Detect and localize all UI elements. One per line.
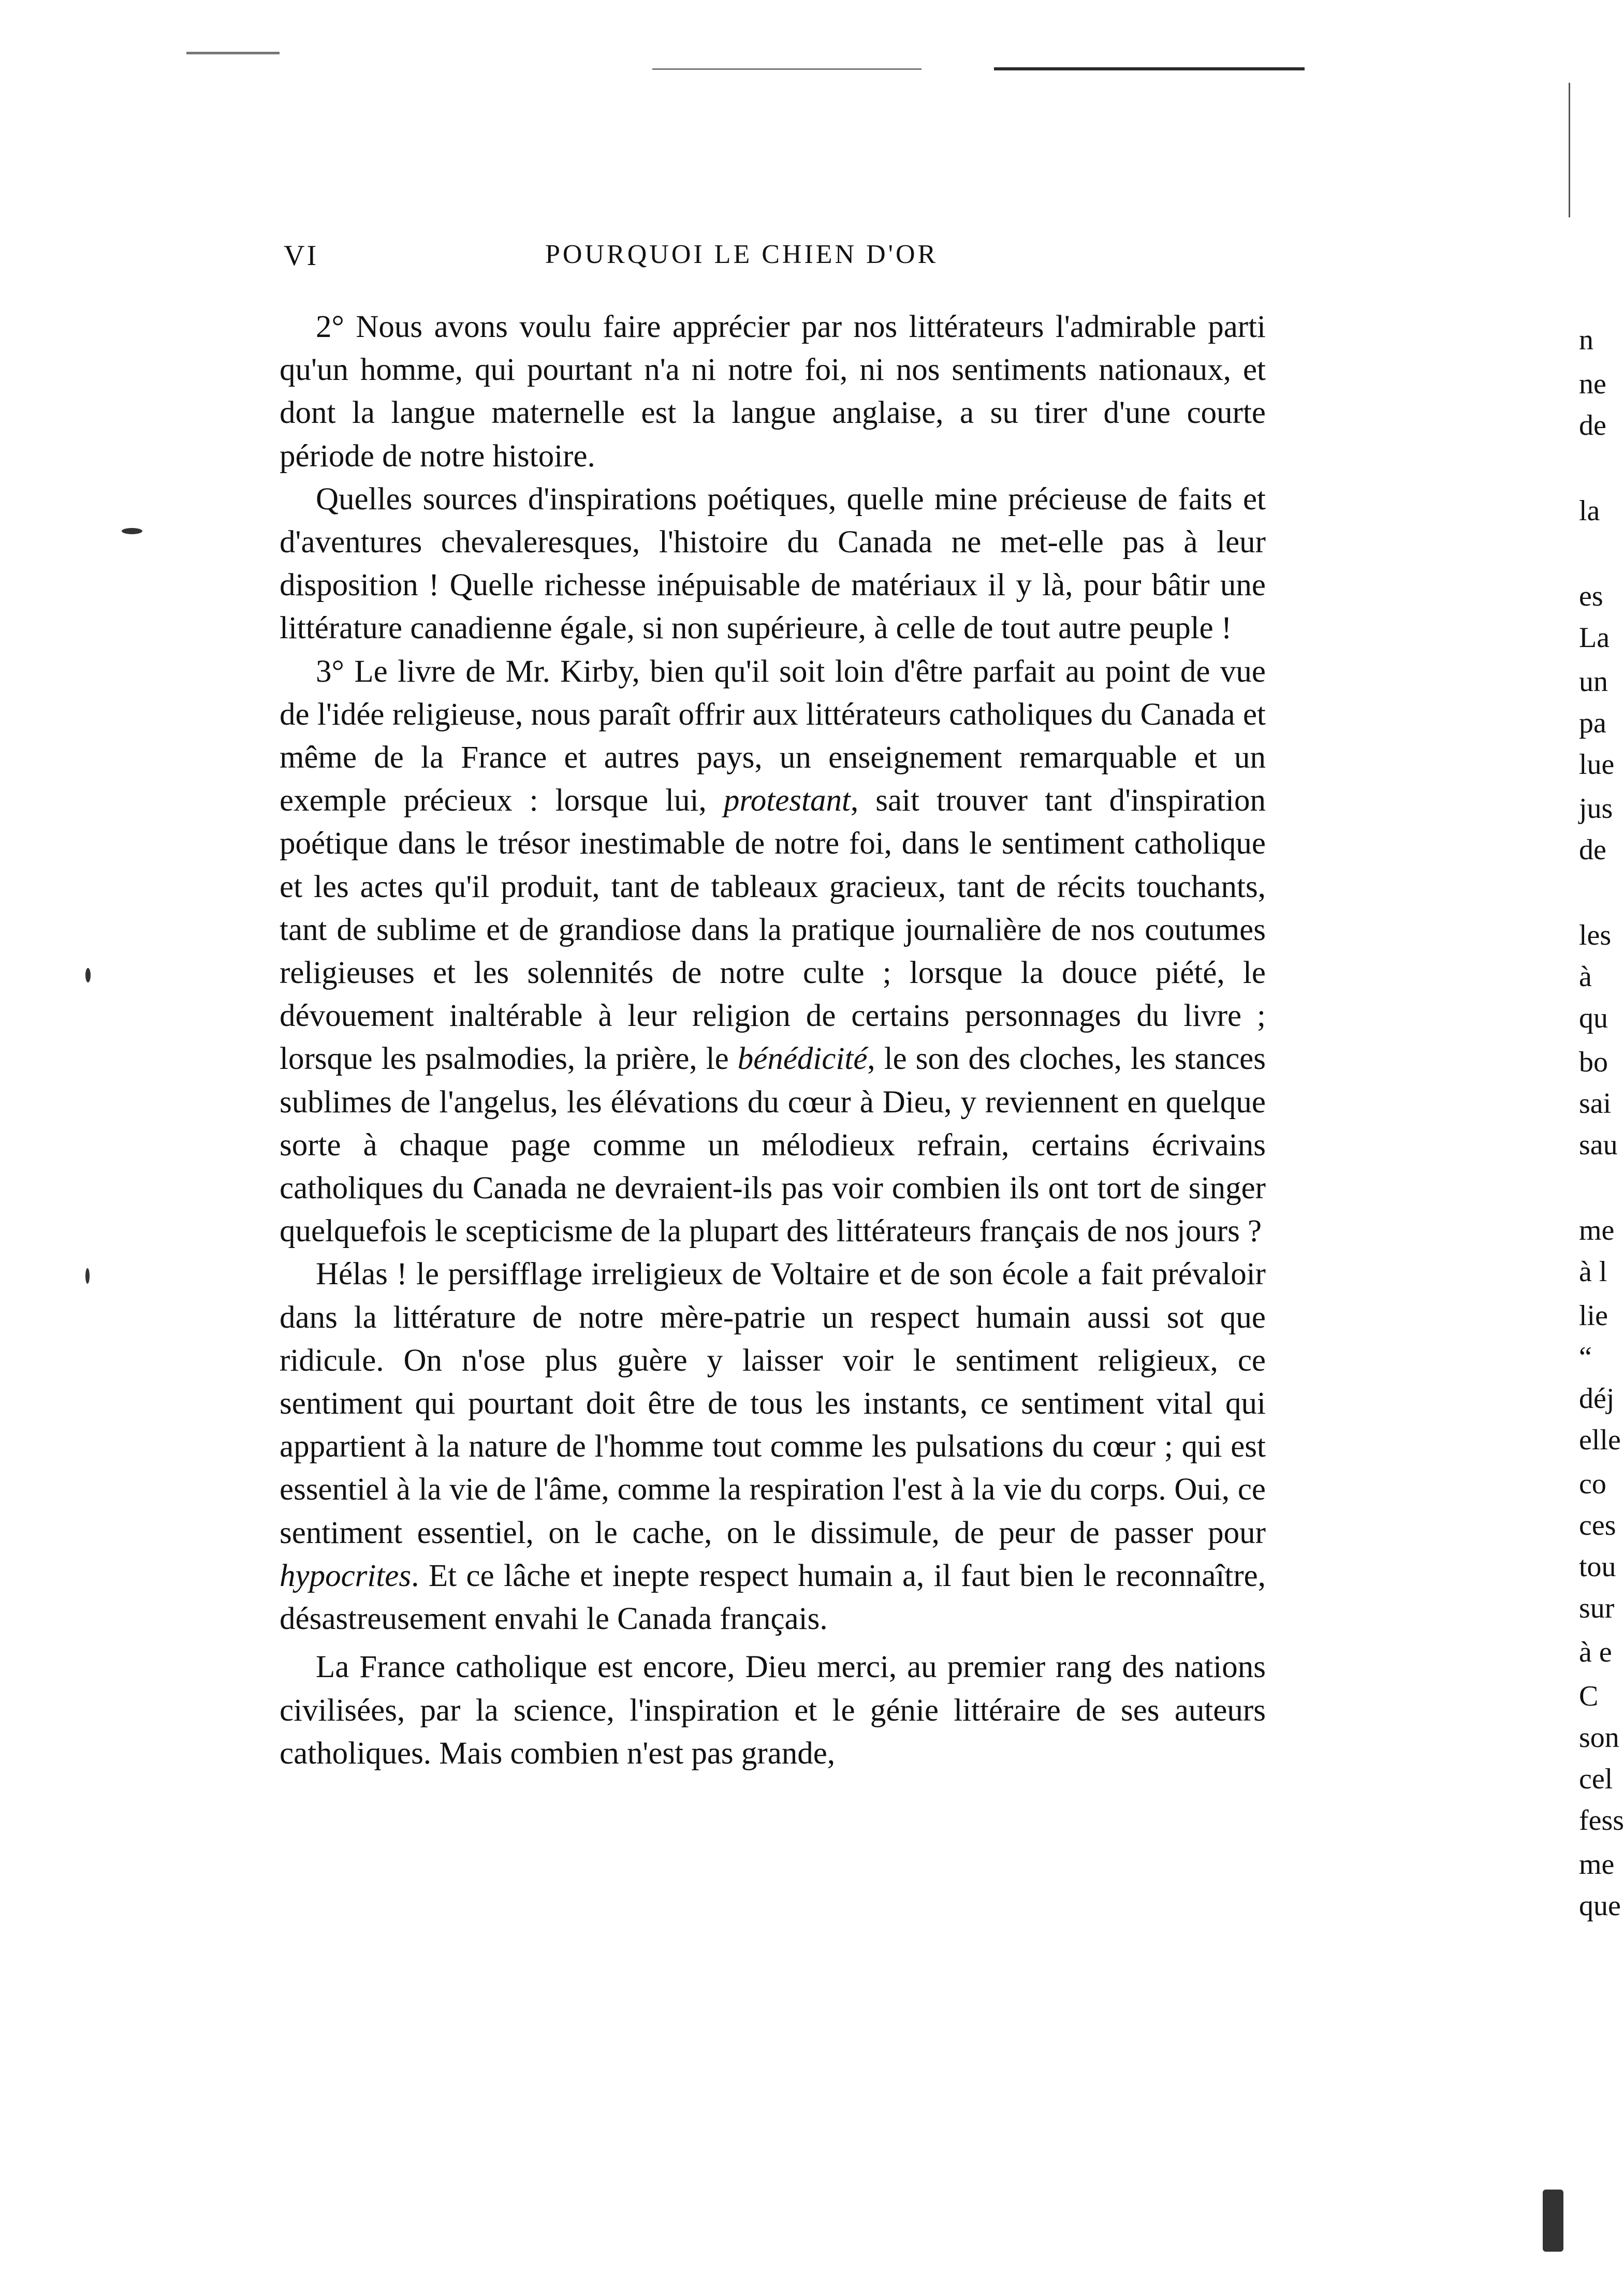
- facing-page-fragment: sai: [1579, 1088, 1612, 1120]
- facing-page-fragment: à l: [1579, 1256, 1607, 1288]
- italic-word: hypocrites: [280, 1558, 412, 1593]
- facing-page-fragment: son: [1579, 1722, 1619, 1754]
- facing-page-fragment: les: [1579, 919, 1612, 951]
- page-number: VI: [284, 240, 319, 272]
- facing-page-fragment: tou: [1579, 1551, 1616, 1583]
- facing-page-fragment: me: [1579, 1848, 1615, 1881]
- facing-page-fragment: “: [1579, 1341, 1592, 1373]
- paragraph: [280, 650, 1266, 1253]
- facing-page-fragment: qu: [1579, 1002, 1608, 1034]
- facing-page-fragment: La: [1579, 622, 1610, 654]
- scan-top-edge-line-2: [652, 68, 921, 70]
- facing-page-fragment: es: [1579, 580, 1603, 612]
- facing-page-fragment: cel: [1579, 1763, 1613, 1795]
- page-header: [284, 239, 1267, 281]
- scan-speck: [85, 968, 91, 982]
- facing-page-fragment: lie: [1579, 1300, 1608, 1332]
- facing-page-fragment: de: [1579, 409, 1606, 442]
- facing-page-fragment: me: [1579, 1214, 1615, 1246]
- page-edge-line: [1569, 83, 1570, 217]
- italic-word: bénédicité: [737, 1041, 868, 1077]
- facing-page-fragment: lue: [1579, 748, 1615, 781]
- paragraph-text: , le son des cloches, les stances sublimes de l'angelus, les élévations du cœur à Dieu, y reviennent en quelque sorte à chaque page comme un mélodieux refrain, certains écrivains catholiques du Canada ne devraient-ils pas voir combien ils ont tort de singer quelquefois le scepticisme de la plupart des littérateurs français de nos jours ?: [280, 1041, 1266, 1249]
- facing-page-fragment: n: [1579, 324, 1593, 356]
- paragraph-text: La France catholique est encore, Dieu merci, au premier rang des nations civilisées, par la science, l'inspiration et le génie littéraire de ses auteurs catholiques. Mais combien n'est pas grande,: [280, 1650, 1266, 1771]
- paragraph: [280, 305, 1266, 478]
- scan-speck: [122, 528, 142, 534]
- paragraph-text: Hélas ! le persifflage irreligieux de Voltaire et de son école a fait prévaloir dans la littérature de notre mère-patrie un respect humain aussi sot que ridicule. On n'ose plus guère y laisser voir le sentiment religieux, ce sentiment qui pourtant doit être de tous les instants, ce sentiment vital qui appartient à la nature de l'homme tout comme les pulsations du cœur ; qui est essentiel à la vie de l'âme, comme la respiration l'est à la vie du corps. Oui, ce sentiment essentiel, on le cache, on le dissimule, de peur de passer pour: [280, 1257, 1266, 1550]
- paragraph-text: Quelles sources d'inspirations poétiques, quelle mine précieuse de faits et d'aventures chevaleresques, l'histoire du Canada ne met-elle pas à leur disposition ! Quelle richesse inépuisable de matériaux il y là, pour bâtir une littérature canadienne égale, si non supérieure, à celle de tout autre peuple !: [280, 481, 1266, 646]
- paragraph: [280, 1253, 1266, 1640]
- paragraph: [280, 478, 1266, 650]
- facing-page-fragment: à: [1579, 961, 1592, 993]
- facing-page-fragment: ne: [1579, 368, 1606, 400]
- paragraph-text: , sait trouver tant d'inspiration poétique dans le trésor inestimable de notre foi, dans le sentiment catholique et les actes qu'il produit, tant de tableaux gracieux, tant de récits touchants, tant de sublime et de grandiose dans la pratique journalière de nos coutumes religieuses et les solennités de notre culte ; lorsque la douce piété, le dévouement inaltérable à leur religion de certains personnages du livre ; lorsque les psalmodies, la prière, le: [280, 783, 1266, 1077]
- facing-page-fragment: un: [1579, 666, 1608, 698]
- facing-page-fragment: que: [1579, 1890, 1621, 1922]
- paragraph-text: . Et ce lâche et inepte respect humain a, il faut bien le reconnaître, désastreusement envahi le Canada français.: [280, 1558, 1266, 1637]
- facing-page-fragment: sau: [1579, 1129, 1618, 1161]
- facing-page-fragment: bo: [1579, 1046, 1608, 1078]
- scan-speck: [85, 1268, 90, 1284]
- scan-speck: [1543, 2190, 1563, 2252]
- italic-word: protestant: [723, 783, 851, 818]
- scan-top-edge-line-3: [186, 52, 280, 54]
- running-title: POURQUOI LE CHIEN D'OR: [545, 240, 939, 269]
- facing-page-fragment: fess: [1579, 1804, 1624, 1837]
- paragraph: [280, 1646, 1266, 1775]
- facing-page-fragment: déj: [1579, 1383, 1615, 1415]
- facing-page-fragment: pa: [1579, 707, 1606, 739]
- paragraph-text: 2° Nous avons voulu faire apprécier par nos littérateurs l'admirable parti qu'un homme, qui pourtant n'a ni notre foi, ni nos sentiments nationaux, et dont la langue maternelle est la langue anglaise, a su tirer d'une courte période de notre histoire.: [280, 310, 1266, 474]
- facing-page-fragment: elle: [1579, 1424, 1621, 1456]
- body-text: [280, 305, 1266, 1775]
- paragraph-text: 3° Le livre de Mr. Kirby, bien qu'il soit loin d'être parfait au point de vue de l'idée religieuse, nous paraît offrir aux littérateurs catholiques du Canada et même de la France et autres pays, un enseignement remarquable et un exemple précieux : lorsque lui,: [280, 654, 1266, 818]
- facing-page-fragment: à e: [1579, 1636, 1612, 1668]
- facing-page-fragment: ces: [1579, 1509, 1616, 1541]
- facing-page-fragment: la: [1579, 495, 1600, 527]
- facing-page-fragment: C: [1579, 1680, 1599, 1712]
- facing-page-fragment: de: [1579, 834, 1606, 866]
- scan-top-edge-line: [994, 67, 1305, 70]
- facing-page-fragment: co: [1579, 1468, 1606, 1500]
- facing-page-fragment: sur: [1579, 1592, 1615, 1624]
- facing-page-fragment: jus: [1579, 792, 1613, 825]
